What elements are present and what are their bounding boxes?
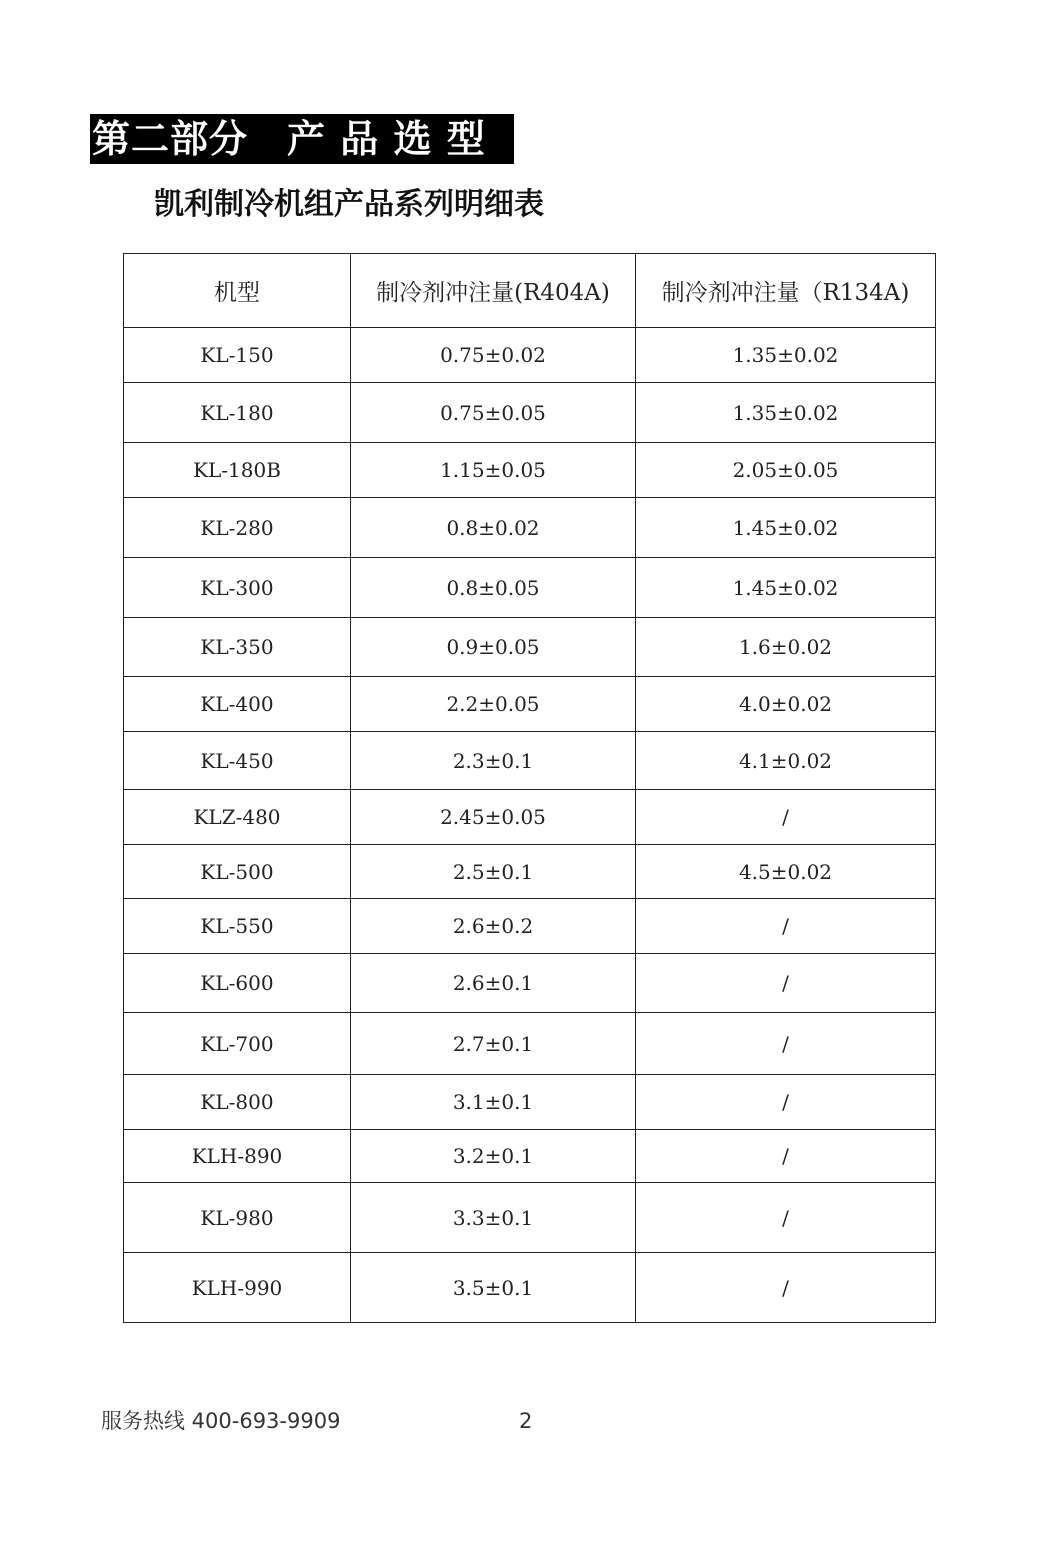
cell-r404a-charge: 1.15±0.05 bbox=[351, 443, 636, 498]
cell-model: KLZ-480 bbox=[124, 790, 351, 845]
cell-r404a-charge: 3.2±0.1 bbox=[351, 1130, 636, 1183]
table-row bbox=[124, 1075, 936, 1130]
table-row bbox=[124, 498, 936, 558]
cell-r404a-charge: 2.45±0.05 bbox=[351, 790, 636, 845]
cell-r134a-charge: 1.45±0.02 bbox=[636, 558, 936, 618]
cell-r404a-charge: 2.3±0.1 bbox=[351, 732, 636, 790]
cell-r404a-charge: 2.7±0.1 bbox=[351, 1013, 636, 1075]
cell-r134a-charge: / bbox=[636, 899, 936, 954]
table-row bbox=[124, 1183, 936, 1253]
cell-model: KL-400 bbox=[124, 677, 351, 732]
cell-model: KL-700 bbox=[124, 1013, 351, 1075]
cell-model: KL-280 bbox=[124, 498, 351, 558]
cell-r134a-charge: 1.6±0.02 bbox=[636, 618, 936, 677]
cell-r134a-charge: / bbox=[636, 1183, 936, 1253]
cell-r134a-charge: / bbox=[636, 790, 936, 845]
table-row bbox=[124, 558, 936, 618]
cell-model: KL-450 bbox=[124, 732, 351, 790]
cell-r404a-charge: 0.8±0.02 bbox=[351, 498, 636, 558]
table-body bbox=[124, 328, 936, 1323]
table-header-row bbox=[124, 254, 936, 328]
table-row bbox=[124, 954, 936, 1013]
cell-r134a-charge: 4.1±0.02 bbox=[636, 732, 936, 790]
cell-r404a-charge: 0.8±0.05 bbox=[351, 558, 636, 618]
service-hotline: 服务热线 400-693-9909 bbox=[101, 1409, 341, 1433]
header-model: 机型 bbox=[124, 254, 351, 328]
cell-r404a-charge: 0.9±0.05 bbox=[351, 618, 636, 677]
cell-r134a-charge: / bbox=[636, 954, 936, 1013]
cell-r134a-charge: / bbox=[636, 1013, 936, 1075]
cell-model: KL-150 bbox=[124, 328, 351, 383]
cell-model: KL-350 bbox=[124, 618, 351, 677]
cell-model: KL-800 bbox=[124, 1075, 351, 1130]
table-row bbox=[124, 1130, 936, 1183]
cell-model: KL-600 bbox=[124, 954, 351, 1013]
product-spec-table bbox=[123, 253, 936, 1323]
cell-model: KLH-990 bbox=[124, 1253, 351, 1323]
table-row bbox=[124, 328, 936, 383]
cell-r134a-charge: / bbox=[636, 1075, 936, 1130]
header-r404a-charge: 制冷剂冲注量(R404A) bbox=[351, 254, 636, 328]
cell-model: KL-180 bbox=[124, 383, 351, 443]
table-row bbox=[124, 899, 936, 954]
cell-r134a-charge: 2.05±0.05 bbox=[636, 443, 936, 498]
cell-r404a-charge: 0.75±0.05 bbox=[351, 383, 636, 443]
table-row bbox=[124, 845, 936, 899]
cell-r404a-charge: 3.5±0.1 bbox=[351, 1253, 636, 1323]
cell-r404a-charge: 2.2±0.05 bbox=[351, 677, 636, 732]
cell-model: KL-980 bbox=[124, 1183, 351, 1253]
cell-r404a-charge: 2.6±0.1 bbox=[351, 954, 636, 1013]
cell-r134a-charge: 1.35±0.02 bbox=[636, 383, 936, 443]
cell-r134a-charge: 4.0±0.02 bbox=[636, 677, 936, 732]
header-r134a-charge: 制冷剂冲注量（R134A) bbox=[636, 254, 936, 328]
cell-r134a-charge: / bbox=[636, 1253, 936, 1323]
table-title: 凯利制冷机组产品系列明细表 bbox=[154, 187, 544, 222]
table-row bbox=[124, 790, 936, 845]
cell-r404a-charge: 2.5±0.1 bbox=[351, 845, 636, 899]
cell-model: KL-300 bbox=[124, 558, 351, 618]
cell-r134a-charge: 1.45±0.02 bbox=[636, 498, 936, 558]
cell-r134a-charge: 1.35±0.02 bbox=[636, 328, 936, 383]
table-row bbox=[124, 443, 936, 498]
table-row bbox=[124, 732, 936, 790]
page-number: 2 bbox=[519, 1409, 533, 1433]
table-row bbox=[124, 677, 936, 732]
cell-r134a-charge: 4.5±0.02 bbox=[636, 845, 936, 899]
cell-model: KL-180B bbox=[124, 443, 351, 498]
table-row bbox=[124, 1013, 936, 1075]
table-row bbox=[124, 383, 936, 443]
cell-model: KL-550 bbox=[124, 899, 351, 954]
cell-model: KLH-890 bbox=[124, 1130, 351, 1183]
cell-r404a-charge: 3.3±0.1 bbox=[351, 1183, 636, 1253]
section-heading: 第二部分 产 品 选 型 bbox=[90, 114, 514, 164]
cell-r404a-charge: 0.75±0.02 bbox=[351, 328, 636, 383]
cell-r134a-charge: / bbox=[636, 1130, 936, 1183]
table-row bbox=[124, 1253, 936, 1323]
cell-r404a-charge: 2.6±0.2 bbox=[351, 899, 636, 954]
cell-model: KL-500 bbox=[124, 845, 351, 899]
table-row bbox=[124, 618, 936, 677]
cell-r404a-charge: 3.1±0.1 bbox=[351, 1075, 636, 1130]
